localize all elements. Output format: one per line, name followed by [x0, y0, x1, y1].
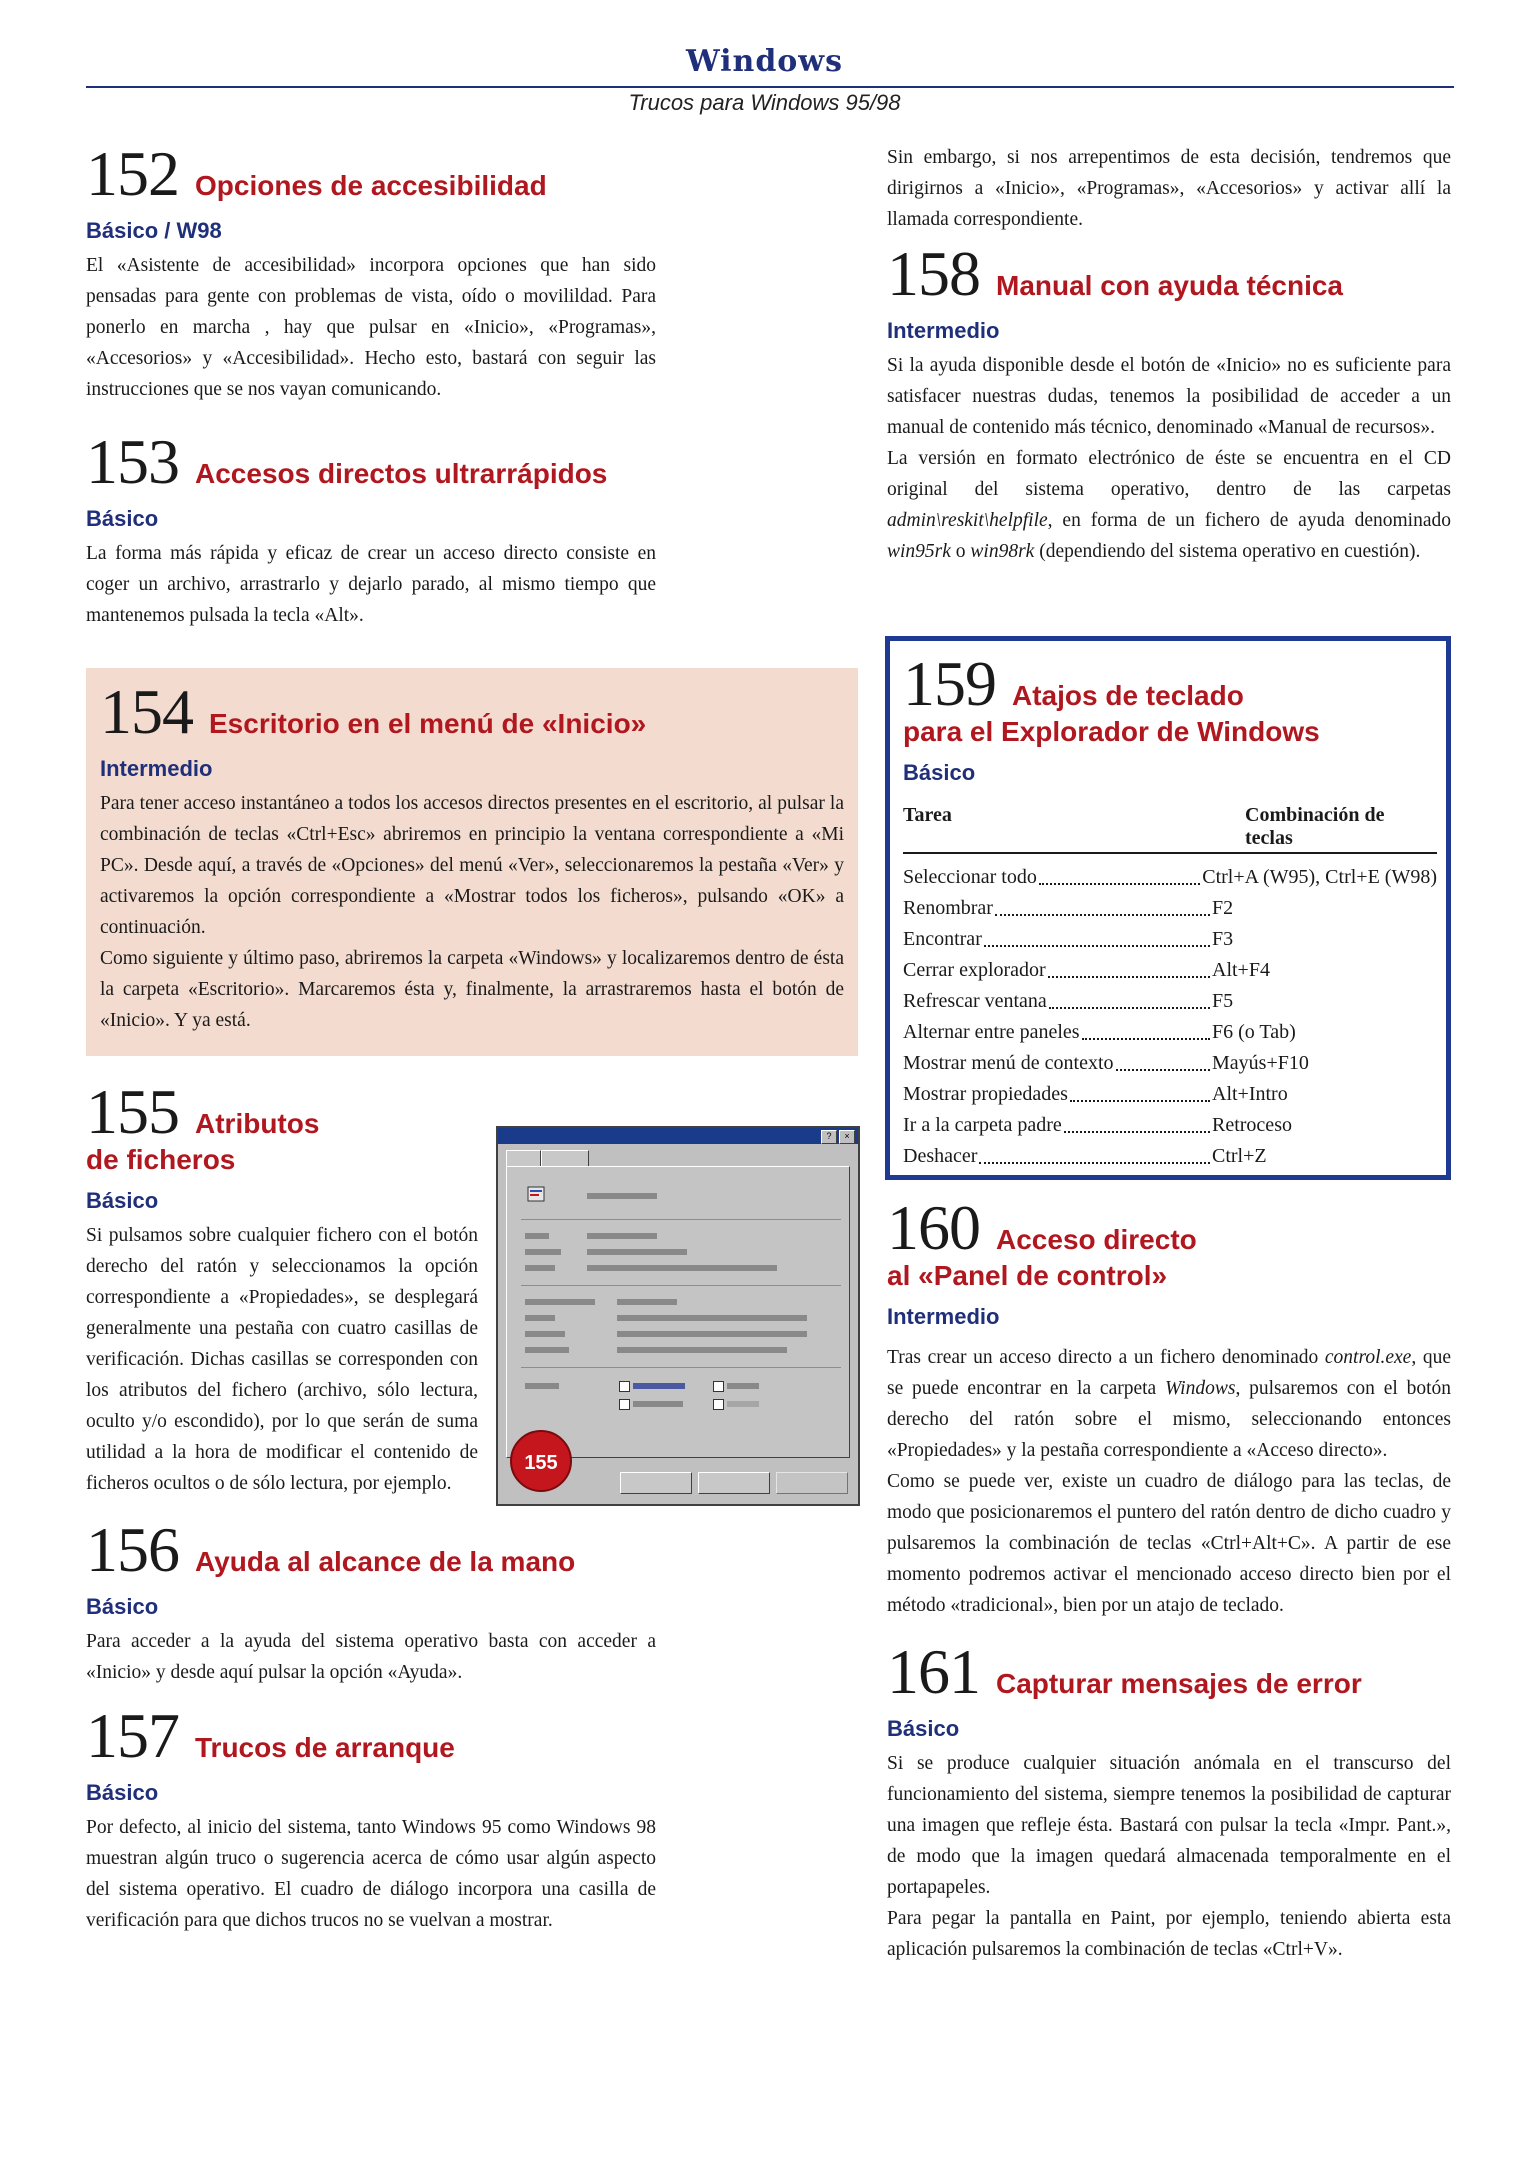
text-line	[633, 1401, 683, 1407]
shortcut-keys: Alt+Intro	[1212, 1083, 1288, 1105]
dialog-titlebar	[498, 1128, 858, 1144]
shortcut-keys: Retroceso	[1212, 1114, 1292, 1136]
text-line	[525, 1347, 569, 1353]
shortcut-keys: F5	[1212, 990, 1234, 1012]
tip-paragraph	[887, 1342, 1451, 1466]
text-run: o	[950, 541, 971, 562]
tip-number: 158	[887, 238, 980, 309]
dot-leader	[1048, 955, 1210, 978]
figure-number-badge: 155	[510, 1430, 572, 1492]
file-name: win98rk	[970, 541, 1035, 562]
folder-name: Windows	[1165, 1378, 1236, 1399]
dot-leader	[979, 1141, 1210, 1164]
divider	[521, 1285, 841, 1286]
text-run: La versión en formato electrónico de éste se encuentra en el CD original del sistema operativo, dentro de las carpetas	[887, 448, 1451, 500]
file-name: control.exe	[1324, 1347, 1412, 1368]
tip-paragraph: Para pegar la pantalla en Paint, por ejemplo, teniendo abierta esta aplicación pulsaremos la combinación de teclas «Ctrl+V».	[887, 1908, 1451, 1960]
folder-path: admin\reskit\helpfile	[887, 510, 1048, 531]
divider	[521, 1219, 841, 1220]
shortcut-keys: F3	[1212, 928, 1234, 950]
dot-leader	[1082, 1017, 1210, 1040]
tip-title: Ayuda al alcance de la mano	[195, 1546, 576, 1577]
tip-paragraph: Si la ayuda disponible desde el botón de «Inicio» no es suficiente para satisfacer nuestras dudas, tenemos la posibilidad de acceder a un manual de contenido más técnico, denominado «Manual de recursos».	[887, 355, 1451, 438]
running-header-title: Windows	[685, 44, 844, 79]
shortcut-keys: Mayús+F10	[1212, 1052, 1309, 1074]
tip-number: 154	[100, 676, 193, 747]
dialog-button	[698, 1472, 770, 1494]
shortcut-task: Mostrar menú de contexto	[903, 1052, 1114, 1074]
close-icon: ×	[839, 1130, 855, 1144]
tip-157-continued	[887, 142, 1451, 235]
shortcut-task: Cerrar explorador	[903, 959, 1046, 981]
tip-title-continued: al «Panel de control»	[887, 1260, 1168, 1291]
shortcut-row	[903, 893, 1437, 924]
tip-title: Trucos de arranque	[195, 1732, 455, 1763]
tip-level: Básico / W98	[86, 218, 222, 243]
tip-title: Acceso directo	[996, 1224, 1197, 1255]
shortcut-keys: Alt+F4	[1212, 959, 1270, 981]
shortcut-rows	[903, 862, 1437, 1172]
tip-number: 155	[86, 1076, 179, 1147]
dot-leader	[1049, 986, 1210, 1009]
divider	[521, 1367, 841, 1368]
tip-body: Sin embargo, si nos arrepentimos de esta decisión, tendremos que dirigirnos a «Inicio», «Programas», «Accesorios» y activar allí la llamada correspondiente.	[887, 147, 1451, 230]
tip-level: Intermedio	[887, 318, 1000, 343]
tip-title: Escritorio en el menú de «Inicio»	[209, 708, 647, 739]
text-run: , en forma de un fichero de ayuda denominado	[1047, 510, 1451, 531]
shortcut-row	[903, 986, 1437, 1017]
shortcut-task: Seleccionar todo	[903, 866, 1037, 888]
tip-level: Intermedio	[100, 756, 213, 781]
checkbox-icon	[619, 1399, 630, 1410]
shortcut-row	[903, 1141, 1437, 1172]
checkbox-icon	[713, 1399, 724, 1410]
tip-body: Por defecto, al inicio del sistema, tanto Windows 95 como Windows 98 muestran algún truco o sugerencia acerca de cómo usar algún aspecto del sistema operativo. El cuadro de diálogo incorpora una casilla de verificación para que dichos trucos no se vuelvan a mostrar.	[86, 1817, 656, 1931]
tip-title: Atributos	[195, 1108, 320, 1139]
tip-160	[887, 1192, 1452, 1621]
tip-title: Atajos de teclado	[1012, 680, 1244, 711]
header-rule	[86, 86, 1454, 88]
shortcut-keys: F2	[1212, 897, 1234, 919]
text-line	[525, 1383, 559, 1389]
file-icon	[525, 1185, 549, 1205]
text-line	[587, 1249, 687, 1255]
dot-leader	[1070, 1079, 1210, 1102]
tip-title: Capturar mensajes de error	[996, 1668, 1362, 1699]
tip-156	[86, 1514, 656, 1688]
tip-body	[887, 1748, 1451, 1965]
tip-number: 159	[903, 648, 996, 719]
tip-paragraph	[887, 443, 1451, 567]
shortcut-row	[903, 1110, 1437, 1141]
checkbox-icon	[713, 1381, 724, 1392]
text-line	[525, 1249, 561, 1255]
dot-leader	[995, 893, 1210, 916]
text-line	[727, 1383, 759, 1389]
text-line	[617, 1347, 787, 1353]
shortcut-task: Renombrar	[903, 897, 993, 919]
tip-level: Básico	[86, 1594, 159, 1619]
file-properties-dialog-figure	[496, 1126, 860, 1506]
tip-body	[887, 1342, 1451, 1621]
tip-body	[887, 350, 1451, 567]
shortcut-row	[903, 955, 1437, 986]
tip-level: Básico	[86, 506, 159, 531]
tip-161	[887, 1636, 1451, 1965]
shortcut-task: Mostrar propiedades	[903, 1083, 1068, 1105]
text-run: Tras crear un acceso directo a un fichero denominado	[887, 1347, 1325, 1368]
dialog-tab	[506, 1150, 541, 1166]
tip-title-continued: para el Explorador de Windows	[903, 716, 1320, 747]
tip-level: Básico	[86, 1188, 159, 1213]
shortcut-task: Alternar entre paneles	[903, 1021, 1080, 1043]
text-line	[525, 1331, 565, 1337]
dot-leader	[1039, 862, 1200, 885]
tip-number: 161	[887, 1636, 980, 1707]
file-name: win95rk	[887, 541, 951, 562]
dot-leader	[984, 924, 1210, 947]
text-line	[587, 1193, 657, 1199]
tip-number: 160	[887, 1192, 980, 1263]
dialog-tabs	[506, 1150, 858, 1166]
text-run: , pulsaremos con el botón derecho del ratón sobre el mismo, seleccionando entonces «Propiedades» y la pestaña correspondiente a «Acceso directo».	[887, 1378, 1452, 1461]
shortcut-task: Encontrar	[903, 928, 982, 950]
tip-title-continued: de ficheros	[86, 1144, 236, 1175]
text-line	[617, 1331, 807, 1337]
dot-leader	[1116, 1048, 1211, 1071]
tip-paragraph: Si se produce cualquier situación anómala en el transcurso del funcionamiento del sistema, siempre tenemos la posibilidad de capturar una imagen que refleje ésta. Bastará con pulsar la tecla «Impr. Pant.», de modo que la imagen quedará almacenada temporalmente en el portapapeles.	[887, 1753, 1451, 1898]
dialog-button	[620, 1472, 692, 1494]
tip-title: Accesos directos ultrarrápidos	[195, 458, 608, 489]
shortcut-task: Deshacer	[903, 1145, 978, 1167]
shortcut-row	[903, 924, 1437, 955]
tip-paragraph: Para tener acceso instantáneo a todos los accesos directos presentes en el escritorio, al pulsar la combinación de teclas «Ctrl+Esc» abriremos en principio la ventana correspondiente a «Mi PC». Desde aquí, a través de «Opciones» del menú «Ver», seleccionaremos la pestaña «Ver» y activaremos la opción correspondiente a «Mostrar todos los ficheros», pulsando «OK» a continuación.	[100, 793, 844, 938]
tip-level: Básico	[887, 1716, 960, 1741]
tip-157	[86, 1700, 656, 1936]
help-icon: ?	[821, 1130, 837, 1144]
tip-number: 156	[86, 1514, 179, 1585]
dialog-tab	[541, 1150, 590, 1166]
tip-level: Básico	[86, 1780, 159, 1805]
tip-number: 157	[86, 1700, 179, 1771]
tip-body: La forma más rápida y eficaz de crear un acceso directo consiste en coger un archivo, arrastrarlo y dejarlo parado, al mismo tiempo que mantenemos pulsada la tecla «Alt».	[86, 543, 656, 626]
text-line	[587, 1265, 777, 1271]
text-line	[633, 1383, 685, 1389]
shortcut-row	[903, 1017, 1437, 1048]
tip-paragraph: Como se puede ver, existe un cuadro de diálogo para las teclas, de modo que posicionaremos el puntero del ratón dentro de dicho cuadro y pulsaremos la combinación de teclas «Ctrl+Alt+C». A partir de ese momento podremos activar el mencionado acceso directo bien por el método «tradicional», bien por un atajo de teclado.	[887, 1471, 1451, 1616]
tip-159	[903, 648, 1437, 1172]
shortcut-row	[903, 862, 1437, 893]
shortcut-task: Refrescar ventana	[903, 990, 1047, 1012]
tip-body	[100, 788, 844, 1036]
dialog-panel	[506, 1166, 850, 1458]
shortcut-keys: Ctrl+Z	[1212, 1145, 1267, 1167]
tip-number: 153	[86, 426, 179, 497]
text-line	[525, 1265, 555, 1271]
text-line	[617, 1315, 807, 1321]
text-run: , que se puede encontrar en la carpeta	[887, 1347, 1451, 1399]
shortcut-row	[903, 1048, 1437, 1079]
shortcut-table-header	[903, 804, 1437, 854]
dialog-button	[776, 1472, 848, 1494]
text-line	[525, 1315, 555, 1321]
shortcut-row	[903, 1079, 1437, 1110]
checkbox-icon	[619, 1381, 630, 1392]
tip-title: Opciones de accesibilidad	[195, 170, 547, 201]
shortcut-task: Ir a la carpeta padre	[903, 1114, 1062, 1136]
text-run: (dependiendo del sistema operativo en cuestión).	[1034, 541, 1421, 562]
column-header-task: Tarea	[903, 804, 952, 826]
tip-158	[887, 238, 1451, 567]
tip-body: Si pulsamos sobre cualquier fichero con el botón derecho del ratón y seleccionamos la opción correspondiente a «Propiedades», se desplegará generalmente una pestaña con cuatro casillas de verificación. Dichas casillas se corresponden con los atributos del fichero (archivo, sólo lectura, oculto y/o escondido), por lo que serán de suma utilidad a la hora de modificar el contenido de ficheros ocultos o de sólo lectura, por ejemplo.	[86, 1225, 478, 1494]
tip-level: Básico	[903, 760, 976, 785]
text-line	[727, 1401, 759, 1407]
dot-leader	[1064, 1110, 1210, 1133]
shortcut-keys: F6 (o Tab)	[1212, 1021, 1296, 1043]
column-header-keys: Combinación de teclas	[1245, 804, 1385, 849]
running-header-subtitle: Trucos para Windows 95/98	[628, 90, 901, 115]
tip-152	[86, 138, 656, 405]
tip-paragraph: Como siguiente y último paso, abriremos la carpeta «Windows» y localizaremos dentro de ésta la carpeta «Escritorio». Marcaremos ésta y, finalmente, la arrastraremos hasta el botón de «Inicio». Y ya está.	[100, 948, 844, 1031]
tip-title: Manual con ayuda técnica	[996, 270, 1343, 301]
tip-body: Para acceder a la ayuda del sistema operativo basta con acceder a «Inicio» y desde aquí pulsar la opción «Ayuda».	[86, 1631, 656, 1683]
tip-level: Intermedio	[887, 1304, 1000, 1329]
tip-155	[86, 1076, 478, 1499]
tip-153	[86, 426, 656, 631]
text-line	[587, 1233, 657, 1239]
shortcut-keys: Ctrl+A (W95), Ctrl+E (W98)	[1202, 866, 1437, 888]
text-line	[617, 1299, 677, 1305]
tip-number: 152	[86, 138, 179, 209]
tip-body: El «Asistente de accesibilidad» incorpora opciones que han sido pensadas para gente con problemas de vista, oído o movilildad. Para ponerlo en marcha , hay que pulsar en «Inicio», «Programas», «Accesorios» y «Accesibilidad». Hecho esto, bastará con seguir las instrucciones que se nos vayan comunicando.	[86, 255, 656, 400]
text-line	[525, 1233, 549, 1239]
shortcut-table	[903, 804, 1437, 1172]
text-line	[525, 1299, 595, 1305]
tip-154	[100, 676, 844, 1036]
